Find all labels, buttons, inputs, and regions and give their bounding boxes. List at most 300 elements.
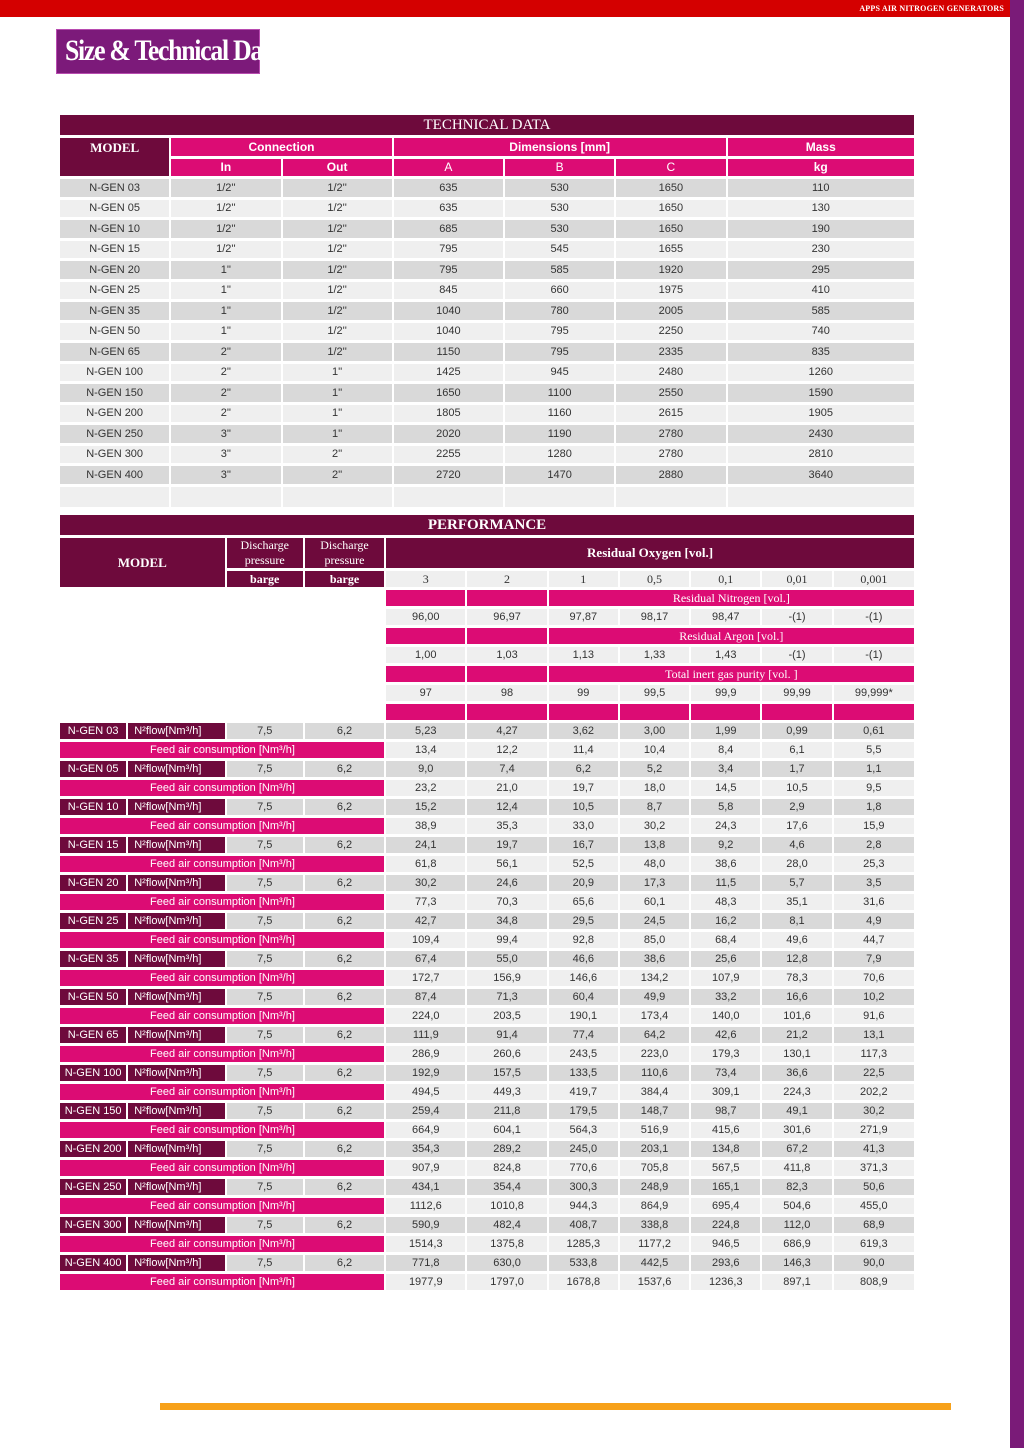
feed-value: 271,9 [834,1122,914,1138]
flow-value: 442,5 [620,1255,689,1271]
feed-value: 134,2 [620,970,689,986]
feed-value: 70,3 [467,894,546,910]
perf-model-name: N-GEN 50 [60,989,126,1005]
feed-row [60,932,914,948]
feed-value: 223,0 [620,1046,689,1062]
tech-empty-cell [505,487,614,507]
tech-value-cell: 1905 [728,405,915,423]
feed-value: 1977,9 [386,1274,465,1290]
flow-value: 24,1 [386,837,465,853]
perf-model-header: MODEL [60,538,225,587]
flow-value: 6,2 [549,761,618,777]
feed-value: 91,6 [834,1008,914,1024]
feed-value: 78,3 [762,970,831,986]
tech-value-cell: 660 [505,282,614,300]
feed-value: 1537,6 [620,1274,689,1290]
tech-row [60,261,914,279]
tech-row [60,466,914,484]
feed-value: 18,0 [620,780,689,796]
tech-value-cell: 740 [728,323,915,341]
tech-model-cell: N-GEN 20 [60,261,169,279]
tech-value-cell: 2'' [171,364,280,382]
tech-value-cell: 585 [728,302,915,320]
blank-cell [227,666,303,682]
flow-value: 354,3 [386,1141,465,1157]
pressure-value-1: 7,5 [227,989,303,1005]
tech-empty-cell [728,487,915,507]
tech-value-cell: 530 [505,179,614,197]
feed-value: 944,3 [549,1198,618,1214]
feed-value: 109,4 [386,932,465,948]
perf-model-name: N-GEN 200 [60,1141,126,1157]
feed-value: 1678,8 [549,1274,618,1290]
tech-value-cell: 1'' [171,282,280,300]
nitrogen-value: -(1) [834,609,914,625]
flow-row [60,1065,914,1081]
feed-value: 8,4 [691,742,760,758]
feed-row [60,1084,914,1100]
feed-value: 99,4 [467,932,546,948]
feed-value: 309,1 [691,1084,760,1100]
tech-value-cell: 1'' [283,405,392,423]
kg-header: kg [728,159,915,177]
pink-bar [691,704,760,720]
feed-value: 1010,8 [467,1198,546,1214]
flow-value: 157,5 [467,1065,546,1081]
feed-label: Feed air consumption [Nm³/h] [60,894,384,910]
flow-value: 42,7 [386,913,465,929]
flow-value: 110,6 [620,1065,689,1081]
flow-value: 211,8 [467,1103,546,1119]
nitrogen-value: 98,17 [620,609,689,625]
flow-value: 165,1 [691,1179,760,1195]
tech-value-cell: 530 [505,200,614,218]
blank-cell [60,628,126,644]
title-box [56,29,281,74]
pressure-value-2: 6,2 [305,1217,384,1233]
flow-label: N²flow[Nm³/h] [128,1141,224,1157]
flow-value: 5,2 [620,761,689,777]
tech-value-cell: 1/2'' [283,343,392,361]
flow-value: 5,23 [386,723,465,739]
barge-unit-2: barge [305,571,384,587]
tech-value-cell: 410 [728,282,915,300]
flow-value: 111,9 [386,1027,465,1043]
flow-value: 146,3 [762,1255,831,1271]
flow-value: 2,8 [834,837,914,853]
tech-value-cell: 1/2'' [283,200,392,218]
flow-value: 1,99 [691,723,760,739]
flow-value: 7,9 [834,951,914,967]
barge-unit-1: barge [227,571,303,587]
blank-cell [128,647,224,663]
feed-value: 130,1 [762,1046,831,1062]
pressure-value-1: 7,5 [227,875,303,891]
tech-value-cell: 2480 [616,364,725,382]
technical-data-table [58,112,916,510]
pressure-value-2: 6,2 [305,1065,384,1081]
flow-value: 7,4 [467,761,546,777]
flow-value: 67,4 [386,951,465,967]
tech-value-cell: 2780 [616,446,725,464]
feed-label: Feed air consumption [Nm³/h] [60,1198,384,1214]
technical-data-title: TECHNICAL DATA [60,115,914,135]
feed-value: 68,4 [691,932,760,948]
tech-value-cell: 795 [394,261,503,279]
pressure-value-2: 6,2 [305,723,384,739]
tech-row [60,220,914,238]
pink-bar [467,704,546,720]
tech-row [60,282,914,300]
feed-value: 17,6 [762,818,831,834]
feed-value: 31,6 [834,894,914,910]
feed-row [60,1236,914,1252]
feed-value: 10,5 [762,780,831,796]
feed-value: 190,1 [549,1008,618,1024]
feed-value: 203,5 [467,1008,546,1024]
flow-value: 289,2 [467,1141,546,1157]
perf-model-name: N-GEN 65 [60,1027,126,1043]
pressure-value-1: 7,5 [227,913,303,929]
pressure-value-2: 6,2 [305,837,384,853]
flow-value: 13,8 [620,837,689,853]
oxygen-value: 0,5 [620,571,689,587]
flow-value: 2,9 [762,799,831,815]
pressure-value-2: 6,2 [305,1179,384,1195]
blank-cell [305,685,384,701]
feed-value: 173,4 [620,1008,689,1024]
feed-value: 243,5 [549,1046,618,1062]
flow-value: 21,2 [762,1027,831,1043]
flow-value: 300,3 [549,1179,618,1195]
pressure-value-1: 7,5 [227,1103,303,1119]
feed-value: 179,3 [691,1046,760,1062]
tech-value-cell: 1/2'' [171,220,280,238]
flow-value: 15,2 [386,799,465,815]
tech-empty-cell [283,487,392,507]
tech-empty-row [60,487,914,507]
flow-row [60,723,914,739]
flow-value: 134,8 [691,1141,760,1157]
flow-value: 16,7 [549,837,618,853]
flow-value: 434,1 [386,1179,465,1195]
flow-value: 0,99 [762,723,831,739]
tech-value-cell: 685 [394,220,503,238]
tech-row [60,179,914,197]
feed-label: Feed air consumption [Nm³/h] [60,780,384,796]
tech-row [60,425,914,443]
tech-value-cell: 585 [505,261,614,279]
flow-value: 4,6 [762,837,831,853]
tech-row [60,343,914,361]
tech-empty-cell [171,487,280,507]
purity-value: 98 [467,685,546,701]
feed-value: 1112,6 [386,1198,465,1214]
flow-value: 33,2 [691,989,760,1005]
flow-value: 8,1 [762,913,831,929]
perf-model-name: N-GEN 15 [60,837,126,853]
feed-value: 664,9 [386,1122,465,1138]
flow-label: N²flow[Nm³/h] [128,1255,224,1271]
flow-value: 338,8 [620,1217,689,1233]
feed-value: 13,4 [386,742,465,758]
feed-value: 117,3 [834,1046,914,1062]
flow-value: 3,00 [620,723,689,739]
feed-row [60,1160,914,1176]
pressure-value-1: 7,5 [227,1141,303,1157]
feed-value: 449,3 [467,1084,546,1100]
tech-value-cell: 780 [505,302,614,320]
blank-cell [305,609,384,625]
performance-table [58,512,916,1293]
tech-value-cell: 1/2'' [283,241,392,259]
tech-value-cell: 1/2'' [283,220,392,238]
tech-value-cell: 1/2'' [283,261,392,279]
tech-value-cell: 1425 [394,364,503,382]
blank-cell [128,628,224,644]
flow-value: 133,5 [549,1065,618,1081]
feed-value: 33,0 [549,818,618,834]
oxygen-value: 0,1 [691,571,760,587]
feed-label: Feed air consumption [Nm³/h] [60,742,384,758]
tech-model-cell: N-GEN 10 [60,220,169,238]
perf-model-name: N-GEN 03 [60,723,126,739]
tech-value-cell: 1'' [171,302,280,320]
tech-value-cell: 1/2'' [283,282,392,300]
tech-empty-cell [60,487,169,507]
argon-value: 1,43 [691,647,760,663]
feed-value: 864,9 [620,1198,689,1214]
tech-model-cell: N-GEN 50 [60,323,169,341]
flow-value: 3,62 [549,723,618,739]
blank-cell [305,666,384,682]
flow-value: 12,8 [762,951,831,967]
flow-value: 91,4 [467,1027,546,1043]
flow-row [60,875,914,891]
flow-value: 46,6 [549,951,618,967]
feed-value: 1514,3 [386,1236,465,1252]
flow-value: 0,61 [834,723,914,739]
feed-value: 10,4 [620,742,689,758]
feed-value: 619,3 [834,1236,914,1252]
residual-argon-header: Residual Argon [vol.] [549,628,914,644]
flow-value: 17,3 [620,875,689,891]
tech-value-cell: 1650 [616,179,725,197]
flow-value: 224,8 [691,1217,760,1233]
perf-model-name: N-GEN 05 [60,761,126,777]
flow-value: 24,5 [620,913,689,929]
flow-value: 4,27 [467,723,546,739]
flow-row [60,913,914,929]
pressure-value-2: 6,2 [305,1103,384,1119]
pressure-value-1: 7,5 [227,761,303,777]
in-header: In [171,159,280,177]
tech-value-cell: 3'' [171,446,280,464]
tech-row [60,200,914,218]
feed-value: 65,6 [549,894,618,910]
flow-value: 1,1 [834,761,914,777]
flow-value: 38,6 [620,951,689,967]
flow-value: 482,4 [467,1217,546,1233]
tech-value-cell: 1/2'' [283,323,392,341]
tech-value-cell: 2250 [616,323,725,341]
feed-value: 371,3 [834,1160,914,1176]
feed-value: 92,8 [549,932,618,948]
flow-row [60,761,914,777]
feed-label: Feed air consumption [Nm³/h] [60,1274,384,1290]
nitrogen-value: 96,97 [467,609,546,625]
feed-value: 384,4 [620,1084,689,1100]
tech-value-cell: 1'' [283,384,392,402]
feed-value: 897,1 [762,1274,831,1290]
side-stripe [1010,0,1024,1448]
tech-value-cell: 1'' [171,323,280,341]
tech-model-cell: N-GEN 250 [60,425,169,443]
tech-value-cell: 1100 [505,384,614,402]
flow-value: 13,1 [834,1027,914,1043]
flow-value: 590,9 [386,1217,465,1233]
feed-value: 48,0 [620,856,689,872]
tech-value-cell: 1190 [505,425,614,443]
blank-cell [305,628,384,644]
flow-row [60,951,914,967]
feed-value: 35,3 [467,818,546,834]
feed-value: 25,3 [834,856,914,872]
blank-cell [128,685,224,701]
feed-value: 70,6 [834,970,914,986]
flow-value: 5,7 [762,875,831,891]
purity-value: 99 [549,685,618,701]
residual-oxygen-header: Residual Oxygen [vol.] [386,538,914,568]
feed-label: Feed air consumption [Nm³/h] [60,856,384,872]
flow-value: 68,9 [834,1217,914,1233]
purity-header: Total inert gas purity [vol. ] [549,666,914,682]
flow-value: 9,0 [386,761,465,777]
blank-cell [128,704,224,720]
flow-value: 25,6 [691,951,760,967]
feed-value: 6,1 [762,742,831,758]
tech-value-cell: 2'' [171,343,280,361]
tech-value-cell: 110 [728,179,915,197]
pressure-value-2: 6,2 [305,951,384,967]
tech-model-cell: N-GEN 05 [60,200,169,218]
flow-row [60,1217,914,1233]
blank-cell [60,609,126,625]
flow-value: 49,1 [762,1103,831,1119]
tech-value-cell: 2720 [394,466,503,484]
flow-row [60,1027,914,1043]
feed-value: 48,3 [691,894,760,910]
flow-value: 30,2 [834,1103,914,1119]
tech-value-cell: 795 [505,343,614,361]
flow-value: 90,0 [834,1255,914,1271]
perf-model-name: N-GEN 400 [60,1255,126,1271]
tech-value-cell: 1655 [616,241,725,259]
tech-value-cell: 3'' [171,425,280,443]
flow-row [60,837,914,853]
tech-value-cell: 1150 [394,343,503,361]
tech-value-cell: 1260 [728,364,915,382]
feed-value: 38,9 [386,818,465,834]
blank-cell [60,666,126,682]
flow-label: N²flow[Nm³/h] [128,723,224,739]
feed-row [60,894,914,910]
pressure-value-2: 6,2 [305,875,384,891]
feed-row [60,1198,914,1214]
perf-model-name: N-GEN 10 [60,799,126,815]
perf-model-name: N-GEN 20 [60,875,126,891]
flow-row [60,1103,914,1119]
blank-cell [305,590,384,606]
flow-value: 354,4 [467,1179,546,1195]
feed-label: Feed air consumption [Nm³/h] [60,970,384,986]
flow-label: N²flow[Nm³/h] [128,1027,224,1043]
feed-row [60,856,914,872]
feed-value: 907,9 [386,1160,465,1176]
feed-value: 19,7 [549,780,618,796]
flow-value: 64,2 [620,1027,689,1043]
pressure-value-1: 7,5 [227,723,303,739]
dim-c-header: C [616,159,725,177]
feed-value: 260,6 [467,1046,546,1062]
flow-label: N²flow[Nm³/h] [128,1065,224,1081]
tech-model-cell: N-GEN 65 [60,343,169,361]
pressure-value-1: 7,5 [227,799,303,815]
feed-value: 56,1 [467,856,546,872]
feed-row [60,1046,914,1062]
feed-value: 5,5 [834,742,914,758]
tech-row [60,446,914,464]
tech-value-cell: 2430 [728,425,915,443]
flow-value: 192,9 [386,1065,465,1081]
flow-value: 630,0 [467,1255,546,1271]
tech-value-cell: 2880 [616,466,725,484]
feed-value: 564,3 [549,1122,618,1138]
tech-empty-cell [616,487,725,507]
flow-label: N²flow[Nm³/h] [128,837,224,853]
tech-value-cell: 795 [394,241,503,259]
feed-value: 15,9 [834,818,914,834]
oxygen-value: 1 [549,571,618,587]
feed-value: 60,1 [620,894,689,910]
pink-bar [386,590,465,606]
pressure-value-1: 7,5 [227,1027,303,1043]
feed-value: 49,6 [762,932,831,948]
tech-value-cell: 1975 [616,282,725,300]
feed-row [60,818,914,834]
feed-value: 28,0 [762,856,831,872]
connection-header: Connection [171,138,392,156]
feed-value: 23,2 [386,780,465,796]
feed-value: 770,6 [549,1160,618,1176]
feed-value: 172,7 [386,970,465,986]
tech-value-cell: 190 [728,220,915,238]
purity-value: 99,9 [691,685,760,701]
tech-value-cell: 1'' [171,261,280,279]
tech-value-cell: 1280 [505,446,614,464]
tech-model-cell: N-GEN 400 [60,466,169,484]
tech-value-cell: 1/2'' [171,241,280,259]
feed-value: 224,3 [762,1084,831,1100]
discharge-pressure-header-2: Discharge pressure [305,538,384,568]
blank-cell [60,685,126,701]
tech-value-cell: 3'' [171,466,280,484]
tech-value-cell: 1/2'' [283,179,392,197]
tech-value-cell: 2615 [616,405,725,423]
tech-model-cell: N-GEN 300 [60,446,169,464]
oxygen-value: 0,001 [834,571,914,587]
flow-value: 77,4 [549,1027,618,1043]
